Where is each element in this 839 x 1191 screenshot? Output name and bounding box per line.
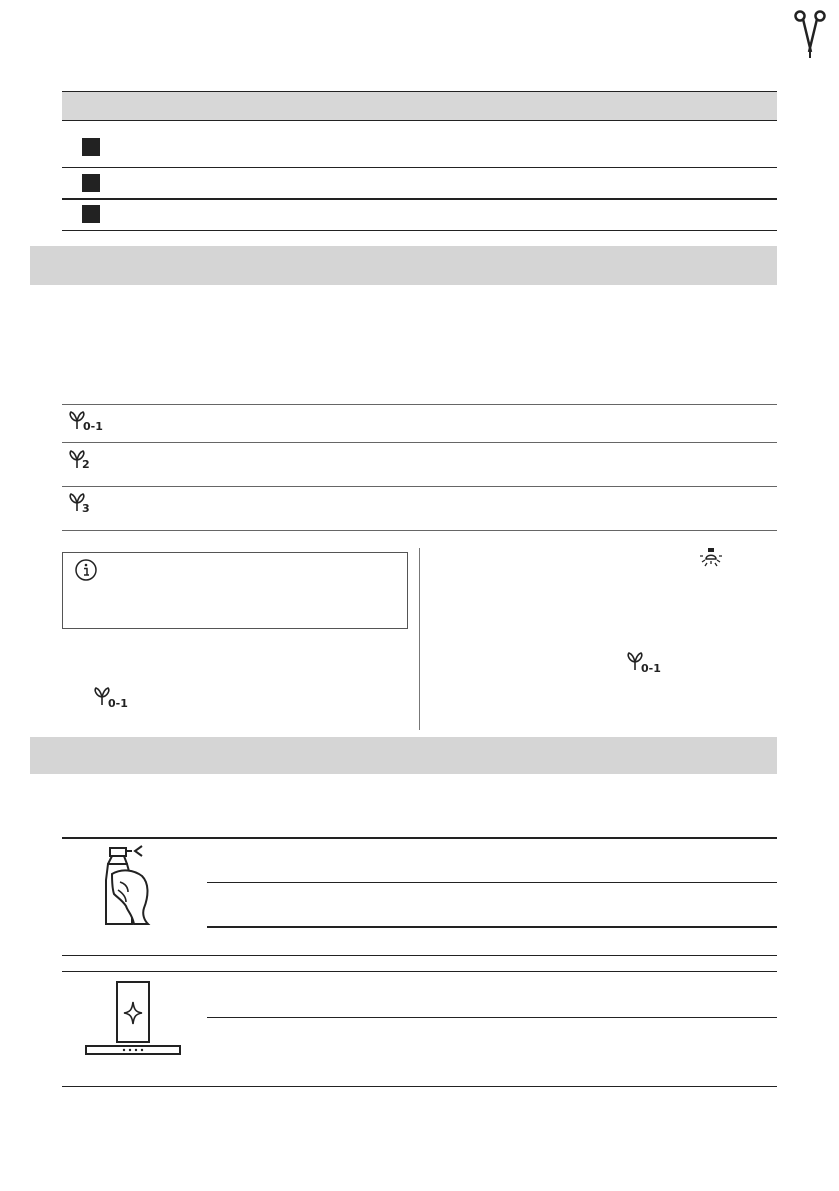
- fan-speed-label: 0-1: [83, 420, 103, 433]
- table-divider: [207, 882, 777, 883]
- scissors-icon: [768, 8, 828, 68]
- column-divider: [419, 548, 420, 730]
- info-icon: [74, 558, 98, 582]
- table-divider: [62, 486, 777, 487]
- row-marker-square: [82, 174, 100, 192]
- table-divider: [207, 1017, 777, 1018]
- top-table-header: [62, 91, 777, 121]
- section-heading-band: [30, 246, 777, 285]
- table-divider: [62, 1086, 777, 1087]
- table-divider: [62, 442, 777, 443]
- cooker-hood-icon: [84, 980, 182, 1060]
- spray-cleaner-icon: [98, 842, 158, 932]
- table-divider: [62, 167, 777, 168]
- table-divider: [207, 926, 777, 928]
- table-divider: [62, 837, 777, 839]
- table-divider: [62, 230, 777, 231]
- table-divider: [62, 955, 777, 956]
- row-marker-square: [82, 138, 100, 156]
- table-divider: [62, 404, 777, 405]
- fan-speed-label: 0-1: [641, 662, 661, 675]
- table-divider: [62, 971, 777, 972]
- info-note-box: [62, 552, 408, 629]
- fan-speed-label: 2: [82, 458, 90, 471]
- fan-speed-label: 0-1: [108, 697, 128, 710]
- table-divider: [62, 198, 777, 200]
- section-heading-band: [30, 737, 777, 774]
- light-icon: [698, 546, 724, 572]
- fan-speed-label: 3: [82, 502, 90, 515]
- table-divider: [62, 530, 777, 531]
- row-marker-square: [82, 205, 100, 223]
